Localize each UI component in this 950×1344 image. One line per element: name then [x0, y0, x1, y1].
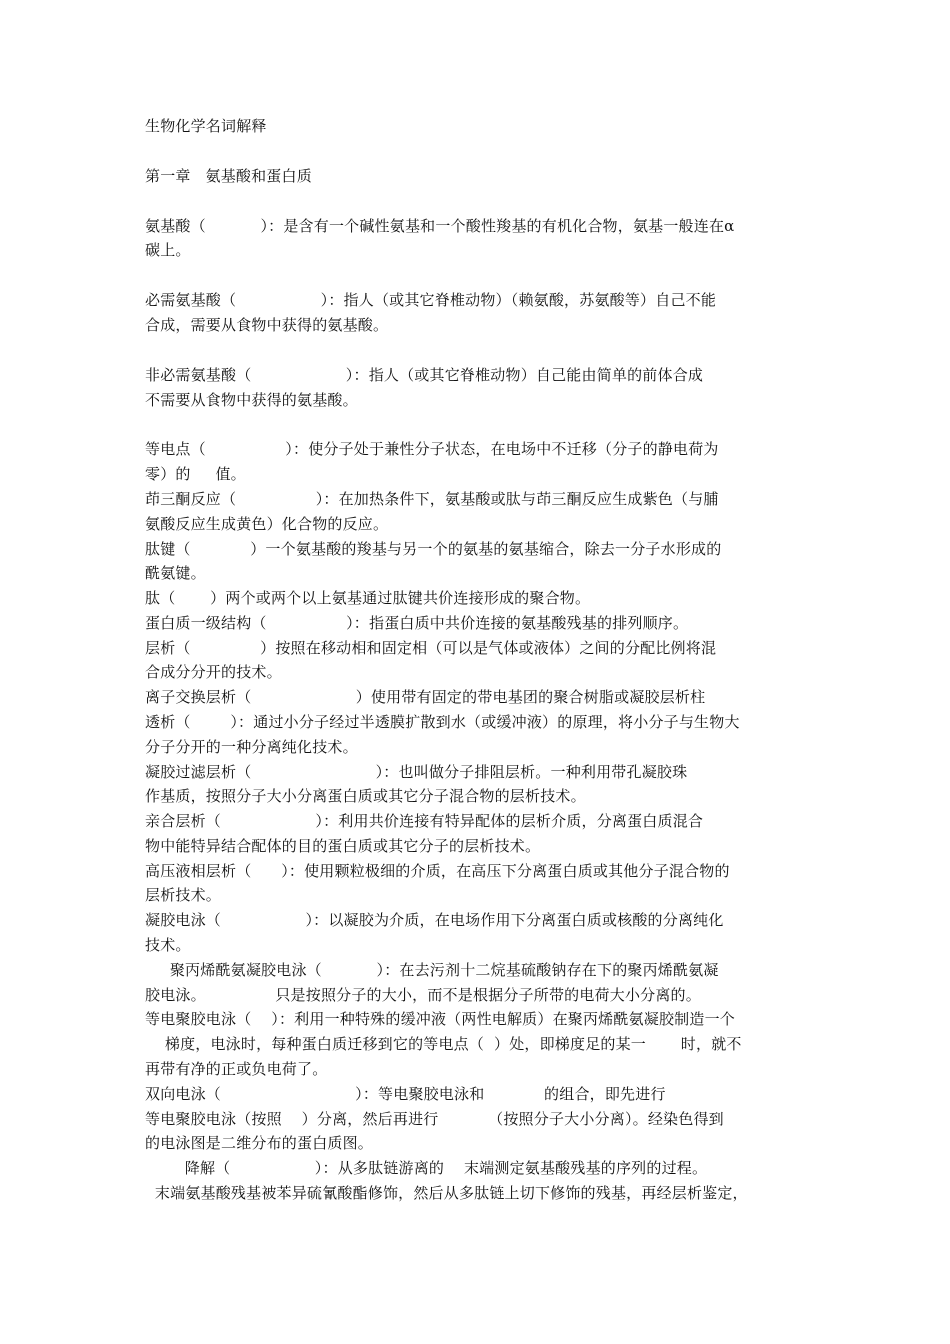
text-line: 离子交换层析（ ）使用带有固定的带电基团的聚合树脂或凝胶层析柱: [145, 688, 706, 706]
text-line: 非必需氨基酸（ ）：指人（或其它脊椎动物）自己能由简单的前体合成: [145, 366, 704, 384]
text-line: 氨酸反应生成黄色）化合物的反应。: [145, 515, 389, 533]
text-line: 的电泳图是二维分布的蛋白质图。: [145, 1134, 374, 1152]
text-line: 零）的 值。: [145, 465, 246, 483]
text-line: 胶电泳。 只是按照分子的大小，而不是根据分子所带的电荷大小分离的。: [145, 986, 701, 1004]
document-title: 生物化学名词解释: [145, 117, 267, 135]
text-line: 等电点（ ）：使分子处于兼性分子状态，在电场中不迁移（分子的静电荷为: [145, 440, 719, 458]
text-line: 等电聚胶电泳（按照 ）分离，然后再进行 （按照分子大小分离）。经染色得到: [145, 1110, 724, 1128]
text-line: 高压液相层析（ ）：使用颗粒极细的介质，在高压下分离蛋白质或其他分子混合物的: [145, 862, 730, 880]
text-line: 聚丙烯酰氨凝胶电泳（ ）：在去污剂十二烷基硫酸钠存在下的聚丙烯酰氨凝: [145, 961, 719, 979]
text-line: 凝胶过滤层析（ ）：也叫做分子排阻层析。一种利用带孔凝胶珠: [145, 763, 688, 781]
text-line: 梯度，电泳时，每种蛋白质迁移到它的等电点（ ）处，即梯度足的某一 时，就不: [145, 1035, 742, 1053]
text-line: 不需要从食物中获得的氨基酸。: [145, 391, 358, 409]
text-line: 作基质，按照分子大小分离蛋白质或其它分子混合物的层析技术。: [145, 787, 586, 805]
text-line: 等电聚胶电泳（ ）：利用一种特殊的缓冲液（两性电解质）在聚丙烯酰氨凝胶制造一个: [145, 1010, 735, 1028]
text-line: 碳上。: [145, 241, 191, 259]
text-line: 再带有净的正或负电荷了。: [145, 1060, 328, 1078]
text-line: 亲合层析（ ）：利用共价连接有特异配体的层析介质，分离蛋白质混合: [145, 812, 704, 830]
text-line: 层析技术。: [145, 886, 222, 904]
text-line: 降解（ ）：从多肽链游离的 末端测定氨基酸残基的序列的过程。: [145, 1159, 708, 1177]
text-line: 末端氨基酸残基被苯异硫氰酸酯修饰，然后从多肽链上切下修饰的残基，再经层析鉴定，: [145, 1184, 748, 1202]
text-line: 肽（ ）两个或两个以上氨基通过肽键共价连接形成的聚合物。: [145, 589, 591, 607]
text-line: 合成，需要从食物中获得的氨基酸。: [145, 316, 389, 334]
text-line: 凝胶电泳（ ）：以凝胶为介质，在电场作用下分离蛋白质或核酸的分离纯化: [145, 911, 724, 929]
text-line: 茚三酮反应（ ）：在加热条件下，氨基酸或肽与茚三酮反应生成紫色（与脯: [145, 490, 719, 508]
text-line: 合成分分开的技术。: [145, 663, 282, 681]
text-line: 酰氨键。: [145, 564, 206, 582]
chapter-heading: 第一章 氨基酸和蛋白质: [145, 167, 312, 185]
text-line: 技术。: [145, 936, 191, 954]
text-line: 层析（ ）按照在移动相和固定相（可以是气体或液体）之间的分配比例将混: [145, 639, 717, 657]
text-line: 透析（ ）：通过小分子经过半透膜扩散到水（或缓冲液）的原理，将小分子与生物大: [145, 713, 740, 731]
text-line: 物中能特异结合配体的目的蛋白质或其它分子的层析技术。: [145, 837, 541, 855]
text-line: 分子分开的一种分离纯化技术。: [145, 738, 358, 756]
text-line: 肽键（ ）一个氨基酸的羧基与另一个的氨基的氨基缩合，除去一分子水形成的: [145, 540, 722, 558]
text-line: 双向电泳（ ）：等电聚胶电泳和 的组合，即先进行: [145, 1085, 666, 1103]
text-line: 蛋白质一级结构（ ）：指蛋白质中共价连接的氨基酸残基的排列顺序。: [145, 614, 689, 632]
text-line: 必需氨基酸（ ）：指人（或其它脊椎动物）（赖氨酸，苏氨酸等）自己不能: [145, 291, 717, 309]
text-line: 氨基酸（ ）：是含有一个碱性氨基和一个酸性羧基的有机化合物，氨基一般连在α: [145, 217, 735, 235]
